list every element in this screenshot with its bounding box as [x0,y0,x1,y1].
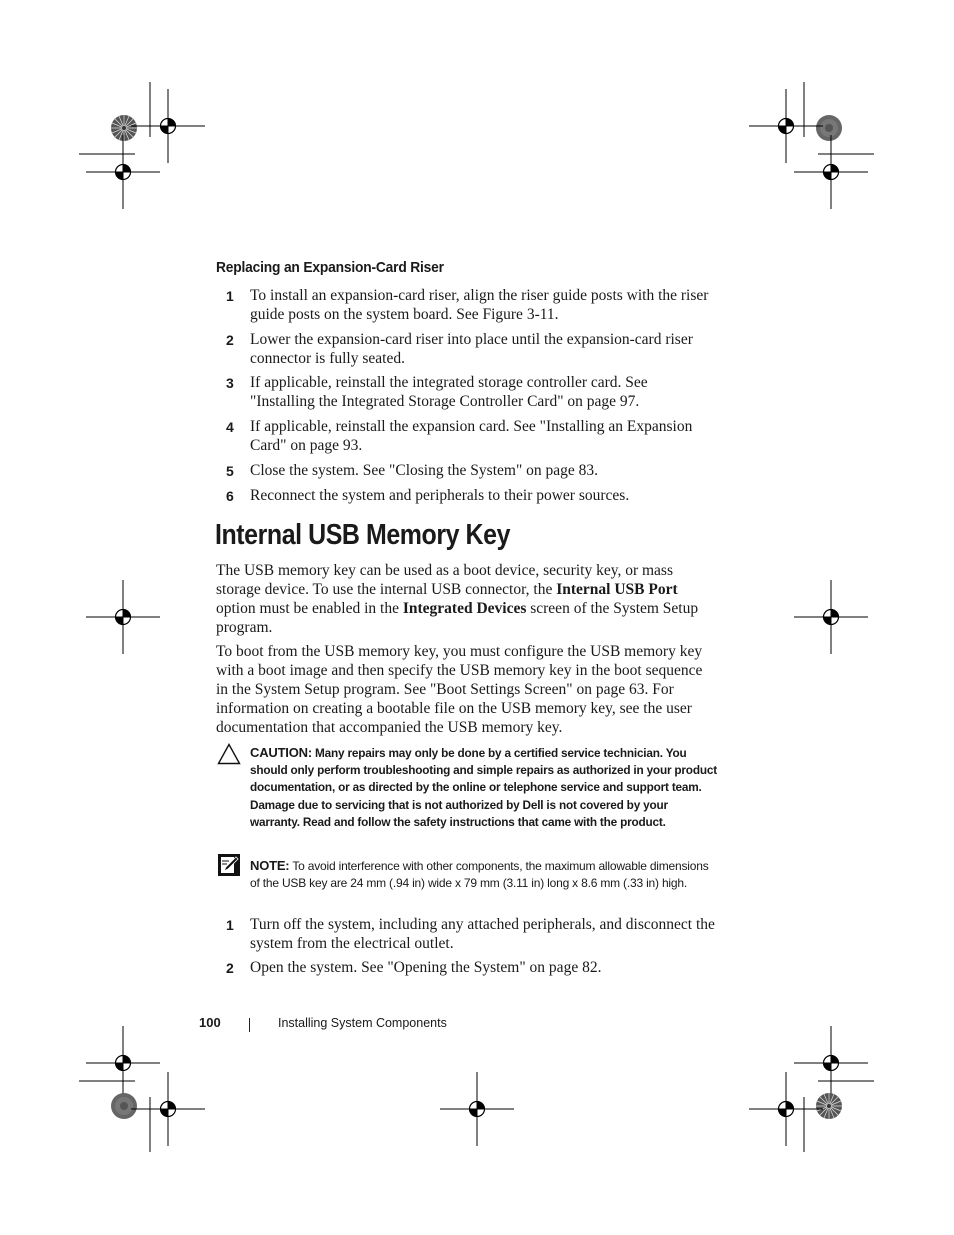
registration-crosshair-icon [440,1072,514,1146]
step-item [216,417,716,455]
caution-triangle-icon [217,743,241,765]
step-text: Open the system. See "Opening the System" on page 82. [250,959,602,976]
registration-crosshair-icon [86,580,160,654]
registration-star-wheel-icon [111,1093,137,1119]
step-number: 2 [226,332,234,348]
step-item [216,915,716,953]
body-paragraph: To boot from the USB memory key, you must configure the USB memory key with a boot image and then specify the USB memory key in the boot sequence in the System Setup program. See "Boot Settings Screen" on page 63. For information on creating a bootable file on the USB memory key, see the user documentation that accompanied the USB memory key. [216,643,703,736]
registration-crosshair-icon [131,89,205,163]
page-number: 100 [199,1015,221,1030]
step-number: 3 [226,375,234,391]
chapter-title: Installing System Components [278,1016,447,1030]
registration-crosshair-icon [86,135,160,209]
registration-star-wheel-icon [816,1093,842,1119]
step-text: Lower the expansion-card riser into place until the expansion-card riser connector is fully seated. [250,331,693,367]
caution-text: Many repairs may only be done by a certified service technician. You should only perform troubleshooting and simple repairs as authorized in your product documentation, or as directed by the online or telephone service and support team. Damage due to servicing that is not authorized by Dell is not covered by your warranty. Read and follow the safety instructions that came with the product. [250,746,717,829]
step-text: Turn off the system, including any attached peripherals, and disconnect the system from the electrical outlet. [250,916,715,952]
registration-crosshair-icon [794,1026,868,1100]
note-text: To avoid interference with other components, the maximum allowable dimensions of the USB key are 24 mm (.94 in) wide x 79 mm (3.11 in) long x 8.6 mm (.33 in) high. [250,859,709,890]
registration-star-wheel-icon [816,115,842,141]
step-item [216,486,716,505]
step-text: Close the system. See "Closing the System" on page 83. [250,462,599,479]
step-number: 5 [226,463,234,479]
step-number: 1 [226,288,234,304]
setting-name: Internal USB Port [556,581,678,598]
step-number: 1 [226,917,234,933]
registration-crosshair-icon [749,1072,823,1146]
step-text: Reconnect the system and peripherals to their power sources. [250,487,630,504]
paragraph-text: screen of the System Setup program. [216,600,699,636]
note-label: NOTE: [250,858,290,873]
paragraph-text: option must be enabled in the [216,600,403,617]
step-number: 2 [226,960,234,976]
step-item [216,958,716,977]
body-paragraph [216,561,716,637]
step-text: If applicable, reinstall the integrated storage controller card. See "Installing the Integrated Storage Controller Card" on page 97. [250,374,648,410]
caution-notice [250,744,720,831]
setting-name: Integrated Devices [402,600,527,617]
caution-label: CAUTION: [250,745,312,760]
step-item [216,461,716,480]
registration-crosshair-icon [794,135,868,209]
step-item [216,286,716,324]
registration-crosshair-icon [131,1072,205,1146]
section-title: Internal USB Memory Key [215,519,511,551]
registration-crosshair-icon [86,1026,160,1100]
step-item [216,373,716,411]
footer-divider [249,1018,250,1032]
note-notice [250,857,720,892]
registration-star-wheel-icon [111,115,137,141]
registration-crosshair-icon [749,89,823,163]
section-heading: Replacing an Expansion-Card Riser [216,259,444,276]
note-pencil-icon [218,854,240,876]
step-number: 6 [226,488,234,504]
step-item [216,330,716,368]
paragraph-text: The USB memory key can be used as a boot device, security key, or mass storage device. To use the internal USB connector, the [216,562,673,598]
step-text: If applicable, reinstall the expansion card. See "Installing an Expansion Card" on page 93. [250,418,693,454]
step-number: 4 [226,419,234,435]
step-text: To install an expansion-card riser, align the riser guide posts with the riser guide posts on the system board. See Figure 3-11. [250,287,709,323]
registration-crosshair-icon [794,580,868,654]
